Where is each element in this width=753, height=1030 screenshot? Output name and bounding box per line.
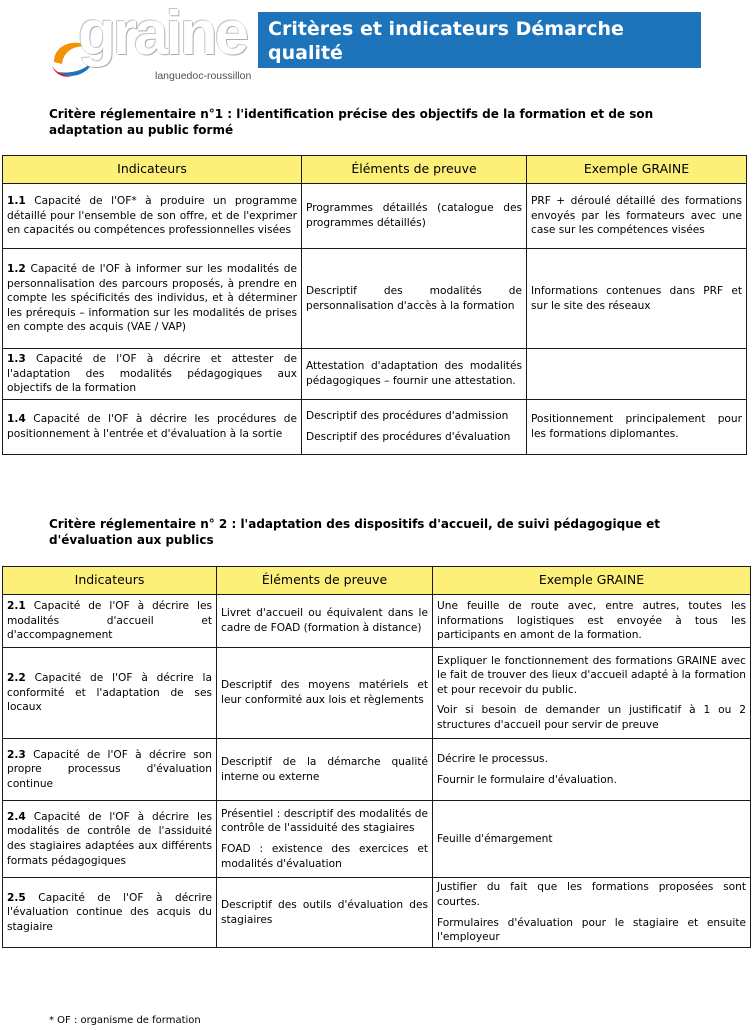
indicator-cell [3,801,217,878]
column-header: Indicateurs [3,156,302,184]
example-cell [433,739,751,801]
criteria1-table [2,155,747,455]
indicator-text: Capacité de l'OF à décrire les procédures de positionnement à l'entrée et d'évaluation à la sortie [7,413,297,440]
indicator-number: 2.1 [7,600,26,613]
footnote: * OF : organisme de formation [49,1015,201,1026]
proof-text: Présentiel : descriptif des modalités de contrôle de l'assiduité des stagiaires [221,807,428,835]
example-text: Positionnement principalement pour les formations diplomantes. [531,413,742,440]
table-row [3,739,751,801]
column-header: Indicateurs [3,567,217,595]
indicator-number: 2.3 [7,748,26,761]
example-cell [527,249,747,349]
logo-wordmark: graine [78,0,247,68]
indicator-text: Capacité de l'OF à décrire les modalités d'accueil et d'accompagnement [7,600,212,642]
table-row [3,801,751,878]
proof-cell [302,349,527,400]
example-text: Une feuille de route avec, entre autres, toutes les informations logistiques est envoyée à tous les participants en amont de la formation. [437,600,746,642]
indicator-cell [3,400,302,455]
indicator-number: 2.4 [7,810,26,823]
indicator-text: Capacité de l'OF à décrire et attester de l'adaptation des modalités pédagogiques aux objectifs de la formation [7,353,297,395]
indicator-number: 2.2 [7,672,26,685]
table-row [3,184,747,249]
proof-cell [217,878,433,948]
example-text: Voir si besoin de demander un justificatif à 1 ou 2 structures d'accueil pour servir de preuve [437,704,746,731]
table-row [3,648,751,739]
table-header-row [3,156,747,184]
indicator-number: 1.3 [7,353,26,366]
example-cell [527,349,747,400]
indicator-text: Capacité de l'OF* à produire un programme détaillé pour l'ensemble de son offre, et de l'exprimer en capacités ou compétences professionnelles visées [7,195,297,237]
indicator-cell [3,739,217,801]
proof-text: Attestation d'adaptation des modalités pédagogiques – fournir une attestation. [306,360,522,387]
table-row [3,878,751,948]
proof-text: Programmes détaillés (catalogue des programmes détaillés) [306,202,522,229]
proof-text: Descriptif de la démarche qualité interne ou externe [221,755,428,783]
proof-text: Descriptif des outils d'évaluation des stagiaires [221,898,428,926]
proof-text: Descriptif des moyens matériels et leur conformité aux lois et règlements [221,679,428,706]
example-text: Justifier du fait que les formations proposées sont courtes. [437,881,746,908]
indicator-cell [3,878,217,948]
indicator-text: Capacité de l'OF à décrire la conformité et l'adaptation de ses locaux [7,672,212,714]
indicator-text: Capacité de l'OF à décrire les modalités de contrôle de l'assiduité des stagiaires adaptées aux différents formats pédagogiques [7,810,212,867]
indicator-text: Capacité de l'OF à décrire l'évaluation continue des acquis du stagiaire [7,891,212,933]
proof-cell [302,249,527,349]
table-header-row [3,567,751,595]
proof-cell [302,184,527,249]
example-text: Feuille d'émargement [437,832,553,845]
criteria2-table [2,566,751,948]
proof-cell [217,595,433,648]
indicator-cell [3,648,217,739]
example-text: Formulaires d'évaluation pour le stagiaire et ensuite l'employeur [437,916,746,944]
indicator-number: 1.4 [7,413,26,426]
title-line-1: Critères et indicateurs Démarche qualité [268,18,624,64]
indicator-number: 1.2 [7,263,26,276]
example-cell [433,801,751,878]
column-header: Exemple GRAINE [527,156,747,184]
indicator-cell [3,595,217,648]
indicator-text: Capacité de l'OF à informer sur les modalités de personnalisation des parcours proposés, à prendre en compte les spécificités des individus, et à déterminer les prérequis – information sur les modalités de prises en compte des acquis (VAE / VAP) [7,263,297,334]
table-row [3,595,751,648]
proof-cell [217,801,433,878]
title-line-2: des Organismes de formation [268,66,585,88]
example-text: Décrire le processus. [437,752,548,765]
indicator-cell [3,349,302,400]
table-row [3,349,747,400]
indicator-number: 2.5 [7,891,26,904]
example-cell [433,648,751,739]
table-row [3,400,747,455]
proof-cell [217,739,433,801]
indicator-text: Capacité de l'OF à décrire son propre processus d'évaluation continue [7,748,212,790]
graine-logo [50,0,260,84]
example-text: Informations contenues dans PRF et sur le site des réseaux [531,284,742,312]
column-header: Éléments de preuve [302,156,527,184]
example-text: Expliquer le fonctionnement des formations GRAINE avec le fait de trouver des lieux d'accueil adapté à la formation et pour recevoir du public. [437,654,746,696]
proof-text: Livret d'accueil ou équivalent dans le cadre de FOAD (formation à distance) [221,607,428,634]
logo-subtitle: languedoc-roussillon [155,70,252,82]
proof-text: Descriptif des procédures d'évaluation [306,431,511,443]
section2-heading: Critère réglementaire n° 2 : l'adaptation des dispositifs d'accueil, de suivi pédagogique et d'évaluation aux publics [49,517,660,547]
example-text: Fournir le formulaire d'évaluation. [437,773,617,786]
indicator-number: 1.1 [7,195,26,208]
column-header: Éléments de preuve [217,567,433,595]
proof-cell [217,648,433,739]
example-cell [527,184,747,249]
example-cell [433,595,751,648]
example-cell [527,400,747,455]
proof-text: Descriptif des modalités de personnalisation d'accès à la formation [306,284,522,312]
example-cell [433,878,751,948]
section1-heading: Critère réglementaire n°1 : l'identification précise des objectifs de la formation et de son adaptation au public formé [49,107,654,137]
proof-text: Descriptif des procédures d'admission [306,410,509,423]
example-text: PRF + déroulé détaillé des formations envoyés par les formateurs avec une case sur les compétences visées [531,195,742,237]
column-header: Exemple GRAINE [433,567,751,595]
document-title [258,12,701,88]
proof-text: FOAD : existence des exercices et modalités d'évaluation [221,843,428,870]
table-row [3,249,747,349]
proof-cell [302,400,527,455]
indicator-cell [3,249,302,349]
indicator-cell [3,184,302,249]
